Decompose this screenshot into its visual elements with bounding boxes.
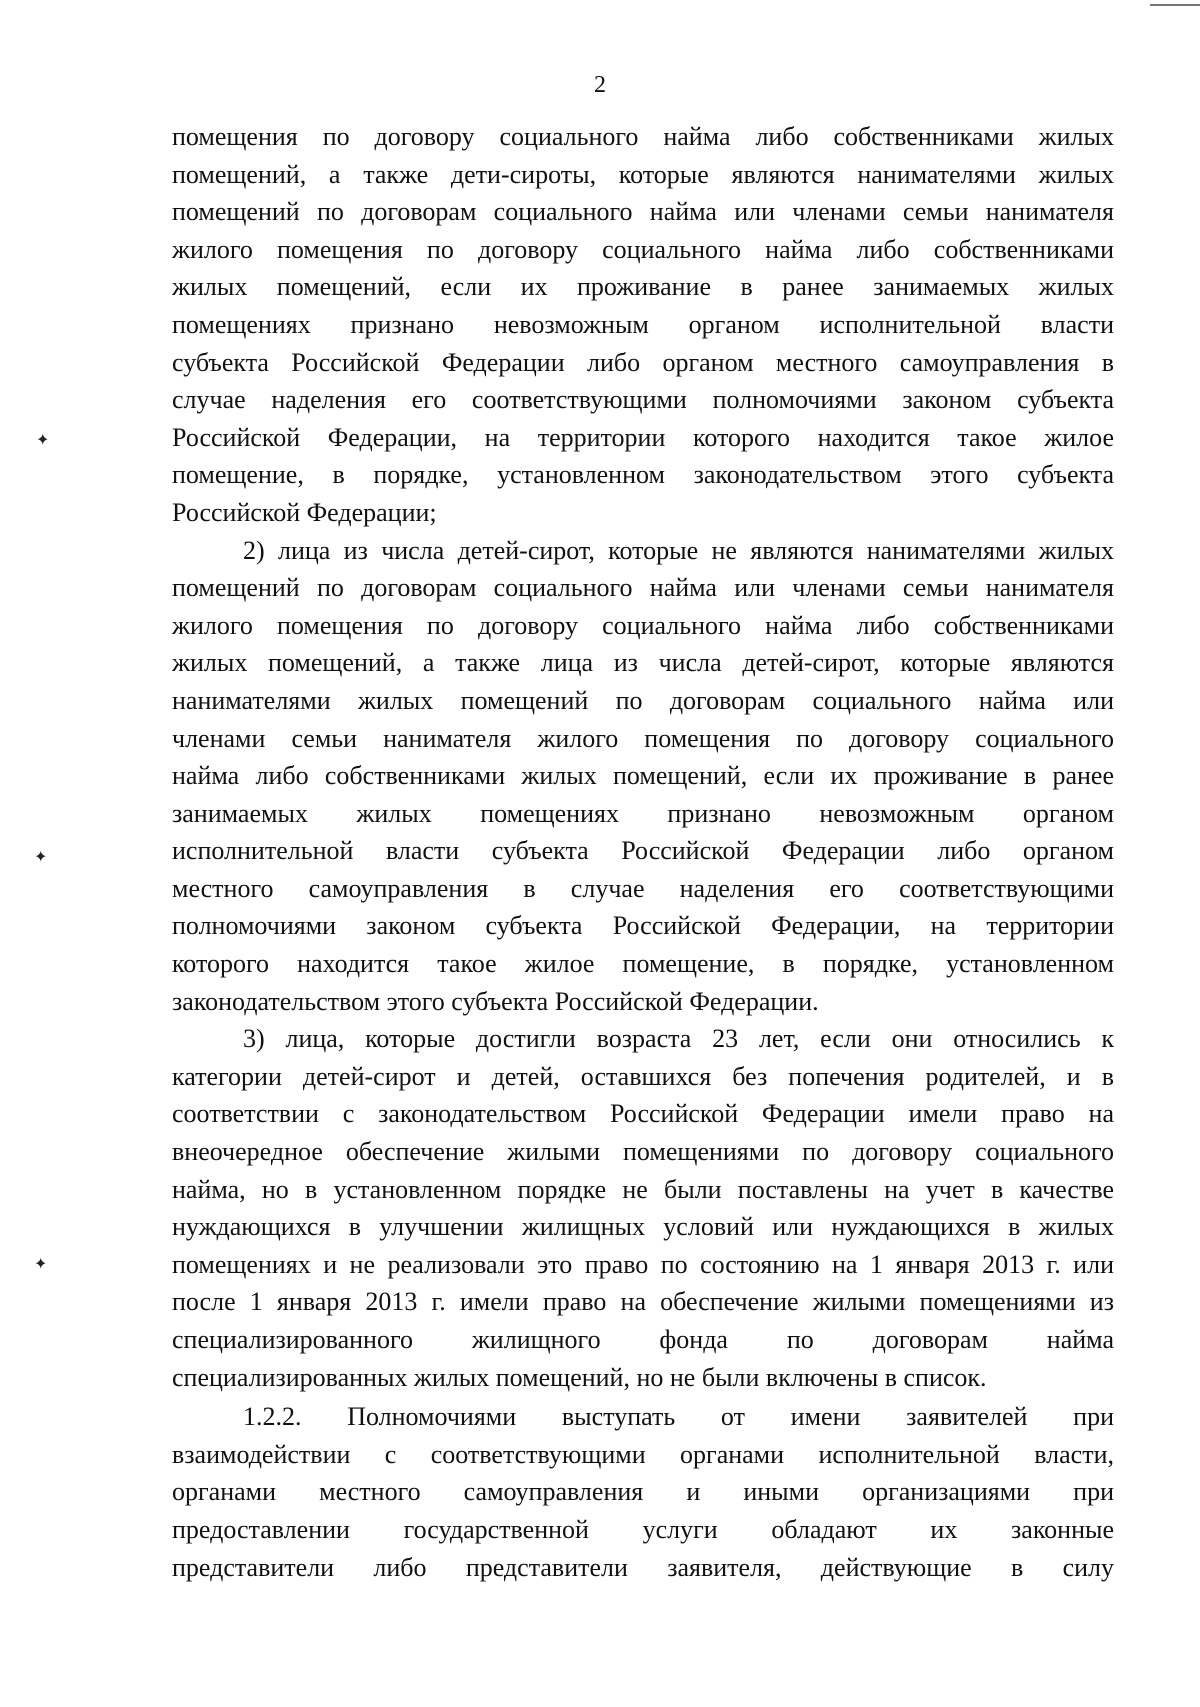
text-line: 3) лица, которые достигли возраста 23 лет, если они относились к (243, 1024, 1114, 1054)
scan-edge-line (1150, 4, 1200, 6)
text-line: членами семьи нанимателя жилого помещения по договору социального (172, 723, 1114, 753)
text-line: найма, но в установленном порядке не были поставлены на учет в качестве (172, 1174, 1114, 1204)
text-line: взаимодействии с соответствующими органами исполнительной власти, (172, 1439, 1114, 1469)
text-line: жилого помещения по договору социального найма либо собственниками (172, 234, 1114, 264)
text-line: жилого помещения по договору социального найма либо собственниками (172, 610, 1114, 640)
text-line: нуждающихся в улучшении жилищных условий или нуждающихся в жилых (172, 1212, 1114, 1242)
text-line: нанимателями жилых помещений по договорам социального найма или (172, 685, 1114, 715)
text-line: которого находится такое жилое помещение, в порядке, установленном (172, 949, 1114, 979)
text-line: помещениях и не реализовали это право по состоянию на 1 января 2013 г. или (172, 1249, 1114, 1279)
text-line: предоставлении государственной услуги обладают их законные (172, 1514, 1114, 1544)
text-line: местного самоуправления в случае наделения его соответствующими (172, 873, 1114, 903)
paragraph-1 (172, 118, 1114, 532)
text-line: специализированных жилых помещений, но не были включены в список. (172, 1362, 987, 1392)
text-line: исполнительной власти субъекта Российской Федерации либо органом (172, 836, 1114, 866)
paragraph-2 (172, 532, 1114, 1021)
text-line: специализированного жилищного фонда по договорам найма (172, 1325, 1114, 1354)
text-line: помещения по договору социального найма либо собственниками жилых (172, 122, 1114, 151)
text-line: жилых помещений, а также лица из числа детей-сирот, которые являются (172, 648, 1114, 678)
text-line: помещениях признано невозможным органом исполнительной власти (172, 309, 1114, 339)
text-line: представители либо представители заявителя, действующие в силу (172, 1552, 1114, 1582)
text-line: субъекта Российской Федерации либо органом местного самоуправления в (172, 347, 1114, 377)
text-line: законодательством этого субъекта Российской Федерации. (172, 986, 819, 1016)
text-line: Российской Федерации, на территории которого находится такое жилое (172, 422, 1114, 452)
text-line: найма либо собственниками жилых помещений, если их проживание в ранее (172, 761, 1114, 791)
text-line: органами местного самоуправления и иными организациями при (172, 1477, 1114, 1507)
document-body (172, 118, 1114, 1586)
text-line: Российской Федерации; (172, 497, 437, 527)
text-line: внеочередное обеспечение жилыми помещениями по договору социального (172, 1137, 1114, 1167)
text-line: помещений по договорам социального найма или членами семьи нанимателя (172, 573, 1114, 603)
text-line: случае наделения его соответствующими полномочиями законом субъекта (172, 385, 1114, 415)
text-line: 2) лица из числа детей-сирот, которые не являются нанимателями жилых (243, 535, 1114, 565)
paragraph-3 (172, 1020, 1114, 1396)
scan-mark: ✦ (34, 1254, 48, 1273)
text-line: категории детей-сирот и детей, оставшихся без попечения родителей, и в (172, 1061, 1114, 1091)
text-line: 1.2.2. Полномочиями выступать от имени заявителей при (243, 1402, 1114, 1432)
text-line: помещений по договорам социального найма или членами семьи нанимателя (172, 197, 1114, 227)
text-line: полномочиями законом субъекта Российской Федерации, на территории (172, 911, 1114, 941)
text-line: соответствии с законодательством Российской Федерации имели право на (172, 1099, 1114, 1129)
text-line: помещений, а также дети-сироты, которые являются нанимателями жилых (172, 159, 1114, 189)
text-line: после 1 января 2013 г. имели право на обеспечение жилыми помещениями из (172, 1287, 1114, 1317)
page-number: 2 (594, 72, 606, 98)
paragraph-4 (172, 1398, 1114, 1586)
scan-mark: ✦ (34, 847, 48, 866)
text-line: помещение, в порядке, установленном законодательством этого субъекта (172, 460, 1114, 490)
scan-mark: ✦ (36, 430, 50, 449)
text-line: занимаемых жилых помещениях признано невозможным органом (172, 798, 1114, 828)
text-line: жилых помещений, если их проживание в ранее занимаемых жилых (172, 272, 1114, 302)
